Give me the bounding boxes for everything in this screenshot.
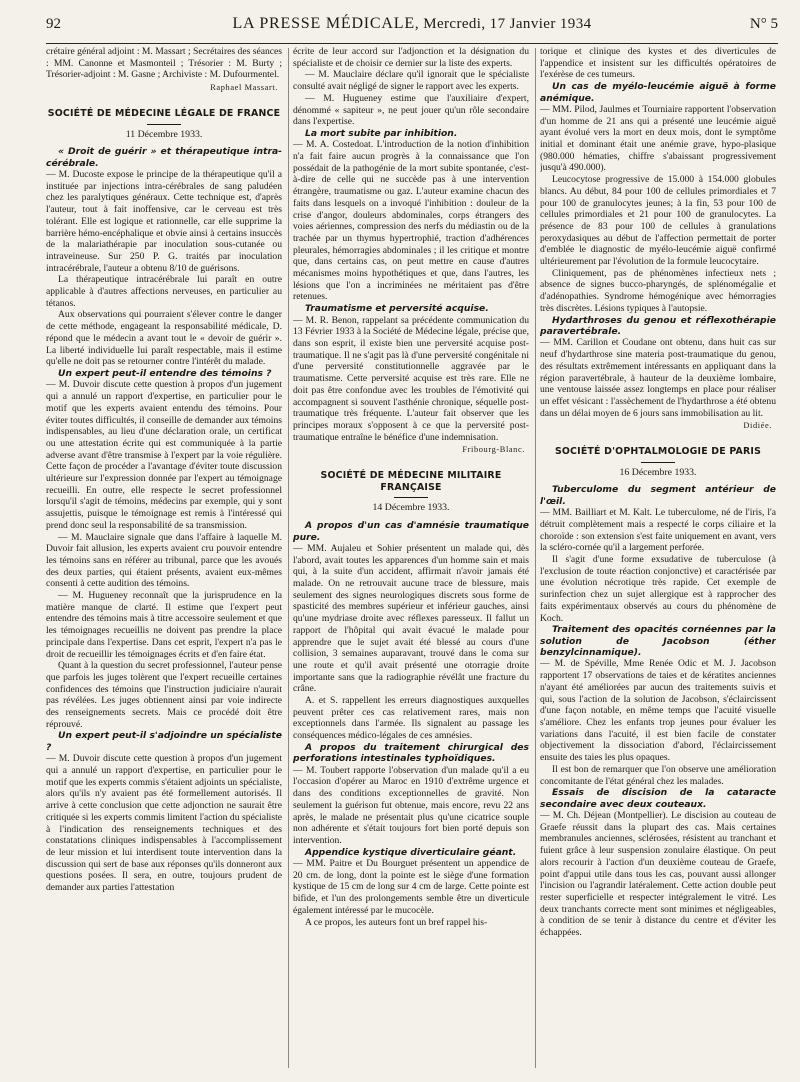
section-title: SOCIÉTÉ DE MÉDECINE MILITAIRE FRANÇAISE [293,470,529,498]
article-title: Un expert peut-il s'adjoindre un spécialiste ? [46,730,282,753]
issue-date: , Mercredi, 17 Janvier 1934 [414,16,592,32]
article-title: Appendice kystique diverticulaire géant. [305,846,517,858]
section-date: 16 Décembre 1933. [619,466,697,478]
paragraph: — MM. Carillon et Coudane ont obtenu, dans huit cas sur neuf d'hydarthrose sine materia post-traumatique du genou, des résultats extrêmement intéressants en appliquant dans la région paravertébrale, à hauteur de la deuxième lombaire, une ventouse laissée assez longtemps en place pour réaliser un effet vésicant : l'assèchement de l'hydarthrose a été obtenu dans un délai moyen de 6 jours sans immobilisation au lit. [540,337,776,419]
article-title: A propos d'un cas d'amnésie traumatique pure. [293,520,529,543]
paragraph: A. et S. rappellent les erreurs diagnostiques auxquelles peuvent prêter ces cas relativement rares, mais non exceptionnels dans l'armée. Ils signalent au passage les conséquences médico-légales de ces amnésies. [293,695,529,742]
paragraph: Quant à la question du secret professionnel, l'auteur pense que parfois les juges tolèrent que l'expert recueille certaines confidences des témoins que l'instruction judiciaire n'aurait pas révélées. Les juges obtiennent ainsi par voie indirecte des renseignements secrets. Mais ce procédé doit être réprouvé. [46,660,282,730]
paragraph: — M. Hugueney estime que l'auxiliaire d'expert, dénommé « sapiteur », ne peut jouer qu'un rôle secondaire dans l'expertise. [293,92,529,128]
paragraph: Cliniquement, pas de phénomènes infectieux nets ; absence de signes bucco-pharyngés, de splénomégalie et d'adénopathies. Syndrome hémogénique avec hémorragies très discrètes. Lésions typiques à l'autopsie. [540,267,776,314]
paragraph: — M. Hugueney reconnaît que la jurisprudence en la matière manque de clarté. Il estime que l'expert peut entendre des témoins mais à titre accessoire seulement et que les témoignages recueillis ne doivent pas prendre la place principale dans l'expertise. Dans cet esprit, l'expert n'a pas le droit de recueillir les témoignages écrits et d'en faire état. [46,590,282,660]
article-title: Hydarthroses du genou et réflexothérapie paravertébrale. [540,314,776,337]
column-3 [540,46,776,1071]
column-divider [288,48,289,1068]
article-title: Tuberculome du segment antérieur de l'œil. [540,484,776,507]
section-date: 14 Décembre 1933. [372,502,450,514]
running-title [46,15,778,33]
column-divider [535,48,536,1068]
article-title: « Droit de guérir » et thérapeutique intra-cérébrale. [46,146,282,169]
paragraph: — M. de Spéville, Mme Renée Odic et M. J. Jacobson rapportent 17 observations de taies et de kératites anciennes n'ayant été améliorées par aucun des traitements suivis et qui, sous l'action de la solution de Jacobson, s'éclaircissent d'une façon notable, en même temps que l'acuité visuelle s'améliore. Chez les enfants trop jeunes pour évaluer les variations dans l'acuité, il est bien facile de constater objectivement la dissociation d'abord, l'éclaircissement ensuite des taies les plus opaques. [540,658,776,764]
article-title: Traitement des opacités cornéennes par la solution de Jacobson (éther benzylcinnamique). [540,624,776,659]
signature: Fribourg-Blanc. [462,445,525,455]
paragraph: Il s'agit d'une forme exsudative de tuberculose (à l'exclusion de toute réaction conjonctive) et caractérisée par une évolution nécrotique très rapide. Cet exemple de surinfection chez un sujet allergique est à rapprocher des faits expérimentaux observés au cours du phénomène de Koch. [540,554,776,624]
paragraph: — M. A. Costedoat. L'introduction de la notion d'inhibition n'a fait faire aucun progrès à la connaissance que l'on possédait de la pathogénie de la mort subite spontanée, c'est-à-dire de celle qui ne succède pas à une intervention étrangère, traumatisme ou gaz. L'auteur examine chacun des faits dans lesquels on a invoqué l'inhibition : douleur de la crise d'angor, douleurs abdominales, corps étrangers des voies aériennes, compression des nerfs du médiastin ou de la trachée par un thymus hypertrophié, traction d'adhérences pleurales, hémorragies abdominales ; il les critique et montre que, dans certains cas, on peut mettre en cause d'autres mécanismes moins hypothétiques et que, dans l'autres, les lésions que l'on a incriminées ne méritaient pas d'être retenues. [293,139,529,303]
paragraph: — MM. Aujaleu et Sohier présentent un malade qui, dès l'abord, avait toutes les apparences d'un homme sain et mais qui, à la suite d'un accident, affirmait n'avoir jamais été malade. On ne retrouvait aucune trace de blessure, mais seulement des signes neurologiques discrets sous forme de spasticité des membres supérieur et inférieur gauches, ainsi qu'une mydriase droite avec réflexes paresseux. Il fallut un rapport de l'hôpital qui avait évacué le malade pour apprendre que le sujet avait été blessé au cours d'une collision, 3 semaines auparavant, trouvé dans le coma sur une route et qu'il avait présenté une otorragie droite importante sans que la radiographie révélât une fracture du crâne. [293,542,529,695]
section-title: SOCIÉTÉ DE MÉDECINE LÉGALE DE FRANCE [46,108,282,125]
issue-number: N° 5 [749,16,778,32]
signature: Didiée. [743,421,772,431]
paragraph: A ce propos, les auteurs font un bref rappel his- [305,916,488,928]
paragraph: — M. Mauclaire déclare qu'il ignorait que le spécialiste consulté avait négligé de signer le rapport avec les experts. [293,69,529,93]
paragraph: — M. Ducoste expose le principe de la thérapeutique qu'il a instituée par injections intra-cérébrales de sang paludéen chez les paralytiques généraux. Cette technique est, d'après l'auteur, tout à fait inoffensive, car le cerveau est très tolérant. Elle est logique et rationnelle, car elle supprime la barrière hémo-encéphalique et obvie ainsi à certains insuccès de la malariathérapie par inoculation sous-cutanée ou intraveineuse. Sur 250 P. G. traités par inoculation intracérébrale, l'auteur a obtenu 8/10 de guérisons. [46,169,282,274]
paragraph: crétaire général adjoint : M. Massart ; Secrétaires des séances : MM. Canonne et Masmonteil ; Trésorier : M. Burty ; Trésorier-adjoint : M. Gasne ; Archiviste : M. Dufourmentel. [46,46,282,81]
paragraph: — MM. Paitre et Du Bourguet présentent un appendice de 20 cm. de long, dont la pointe est le siège d'une formation kystique de 15 cm de long sur 4 cm de large. Cette pointe est bifide, et l'un des prolongements semble être un diverticule également intéressé par le mucocèle. [293,858,529,916]
paragraph: — M. R. Benon, rappelant sa précédente communication du 13 Février 1933 à la Société de Médecine légale, précise que, dans son esprit, il existe bien une perversité acquise post-traumatique. Il ne s'agit pas là d'une perversité congénitale ni d'une perversité constitutionnelle aggravée par le traumatisme. Cette perversité acquise est très rare. Elle ne doit pas être confondue avec les troubles de l'émotivité qui accompagnent si souvent l'asthénie chronique, séquelle post-traumatique très fréquente. L'auteur fait observer que les principes moraux s'opposent à ce que la perversité post-traumatique entraîne le bénéfice d'une indemnisation. [293,314,529,443]
paragraph: — M. Toubert rapporte l'observation d'un malade qu'il a eu l'occasion d'opérer au Maroc en 1910 d'extrême urgence et dans des conditions exceptionnelles de gravité. Non seulement la guérison fut obtenue, mais encore, revu 22 ans après, le malade ne présentait plus qu'une cicatrice souple non adhérente et s'était toujours fort bien porté depuis son intervention. [293,764,529,846]
signature: Raphael Massart. [210,83,278,93]
paragraph: — M. Duvoir discute cette question à propos d'un jugement qui a annulé un rapport d'expertise, en particulier pour le motif que les experts commis s'étaient adjoints un spécialiste, alors qu'ils n'y avaient pas été formellement autorisés. Il arrive à cette conclusion que cette adjonction ne saurait être critiquée si les experts commis limitent l'action du spécialiste à l'indication des renseignements techniques et des constatations cliniques indispensables à l'accomplissement de leur mission et lui interdisent toute intervention dans la discussion qui sert de base aux réponses qu'ils donneront aux questions posées. Il sera, en outre, toujours prudent de demander aux parties l'attestation [46,753,282,894]
paragraph: Leucocytose progressive de 15.000 à 154.000 globules blancs. Au début, 84 pour 100 de cellules primordiales et 7 pour 100 de granulocytes jeunes; à la fin, 53 pour 100 de cellules primordiales et 21 pour 100 de granulocytes. La présence de 83 pour 100 de cellules à granulations peroxydasiques au début de l'affection permettait de porter d'emblée le diagnostic de myélo-leucémie aiguë confirmé ultérieurement par l'évolution de la formule leucocytaire. [540,174,776,268]
journal-name: LA PRESSE MÉDICALE [232,15,415,32]
page-header [46,10,778,44]
text-columns [46,44,778,1074]
section-date: 11 Décembre 1933. [125,128,203,140]
paragraph: — M. Mauclaire signale que dans l'affaire à laquelle M. Duvoir fait allusion, les experts avaient cru pouvoir entendre les témoins sans en référer au tribunal, parce que les avoués des deux parties, qui étaient présents, avaient eux-mêmes consenti à cette audition des témoins. [46,531,282,590]
paragraph: La thérapeutique intracérébrale lui paraît en outre applicable à d'autres affections nerveuses, en particulier au tétanos. [46,274,282,309]
article-title: Un expert peut-il entendre des témoins ? [58,367,272,379]
paragraph: — M. Ch. Déjean (Montpellier). Le discision au couteau de Graefe réussit dans la plupart des cas. Mais certaines membranules anciennes, sclérosées, résistent au tranchant et fuient grâce à leur suspension zonulaire élastique. On peut alors recourir à l'action d'un deuxième couteau de Graefe, point d'appui utile dans tous les cas, pouvant aussi allonger l'incision ou l'agrandir latéralement. Cette action double peut rester superficielle et respecter intégralement le vitré. Les deux tranchants correcte ment sont minimes et négligeables, à condition de se tenir à distance du centre et d'éviter les échappées. [540,810,776,939]
paragraph: torique et clinique des kystes et des diverticules de l'appendice et insistent sur les difficultés opératoires de l'exérèse de ces tumeurs. [540,46,776,81]
article-title: Essais de discision de la cataracte secondaire avec deux couteaux. [540,787,776,810]
paragraph: Aux observations qui pourraient s'élever contre le danger de cette méthode, engageant la responsabilité médicale, D. répond que le médecin a avant tout le « devoir de guérir ». La liberté individuelle lui paraît respectable, mais il estime qu'elle ne doit pas se retourner contre l'intérêt du malade. [46,309,282,368]
paragraph: écrite de leur accord sur l'adjonction et la désignation du spécialiste et de choisir ce dernier sur la liste des experts. [293,46,529,69]
paragraph: — M. Duvoir discute cette question à propos d'un jugement qui a annulé un rapport d'expertise, en particulier pour le motif que les experts avaient entendu des témoins. Pour éviter toutes difficultés, il conseille de demander aux témoins indispensables, au lieu d'une déclaration orale, un certificat ou une attestation écrite qui est communiquée à la partie adverse avant d'être transmise à l'expert par la voie régulière. Cette façon de procéder a l'avantage d'éviter toute discussion ultérieure sur l'expression donnée par l'expert au témoignage recueilli. En outre, elle respecte le secret professionnel lorsqu'il s'agit de témoins, médecins par exemple, qui y sont assujettis, puisque le témoignage est remis à l'intéressé qui prend donc seul la responsabilité de sa transmission. [46,379,282,531]
column-1 [46,46,282,1071]
paragraph: — MM. Pilod, Jaulmes et Tourniaire rapportent l'observation d'un homme de 21 ans qui a présenté une leucémie aiguë ayant évolué vers la mort en deux mois, dont le symptôme initial et dominant était une anémie grave, hypo-plasique (980.000 hématies, chiffre s'abaissant progressivement jusqu'à 490.000). [540,103,776,174]
article-title: La mort subite par inhibition. [305,127,458,139]
paragraph: — MM. Bailliart et M. Kalt. Le tuberculome, né de l'iris, l'a détruit complètement mais a respecté le corps ciliaire et la choroïde : son extension s'est faite uniquement en avant, vers la scléro-cornée qu'il a largement perforée. [540,507,776,554]
article-title: A propos du traitement chirurgical des perforations intestinales typhoïdiques. [293,741,529,765]
article-title: Un cas de myélo-leucémie aiguë à forme anémique. [540,81,776,104]
article-title: Traumatisme et perversité acquise. [305,303,489,315]
section-title: SOCIÉTÉ D'OPHTALMOLOGIE DE PARIS [540,446,776,463]
column-2 [293,46,529,1071]
paragraph: Il est bon de remarquer que l'on observe une amélioration concomitante de l'état général chez les malades. [540,763,776,787]
page-number: 92 [46,16,61,32]
